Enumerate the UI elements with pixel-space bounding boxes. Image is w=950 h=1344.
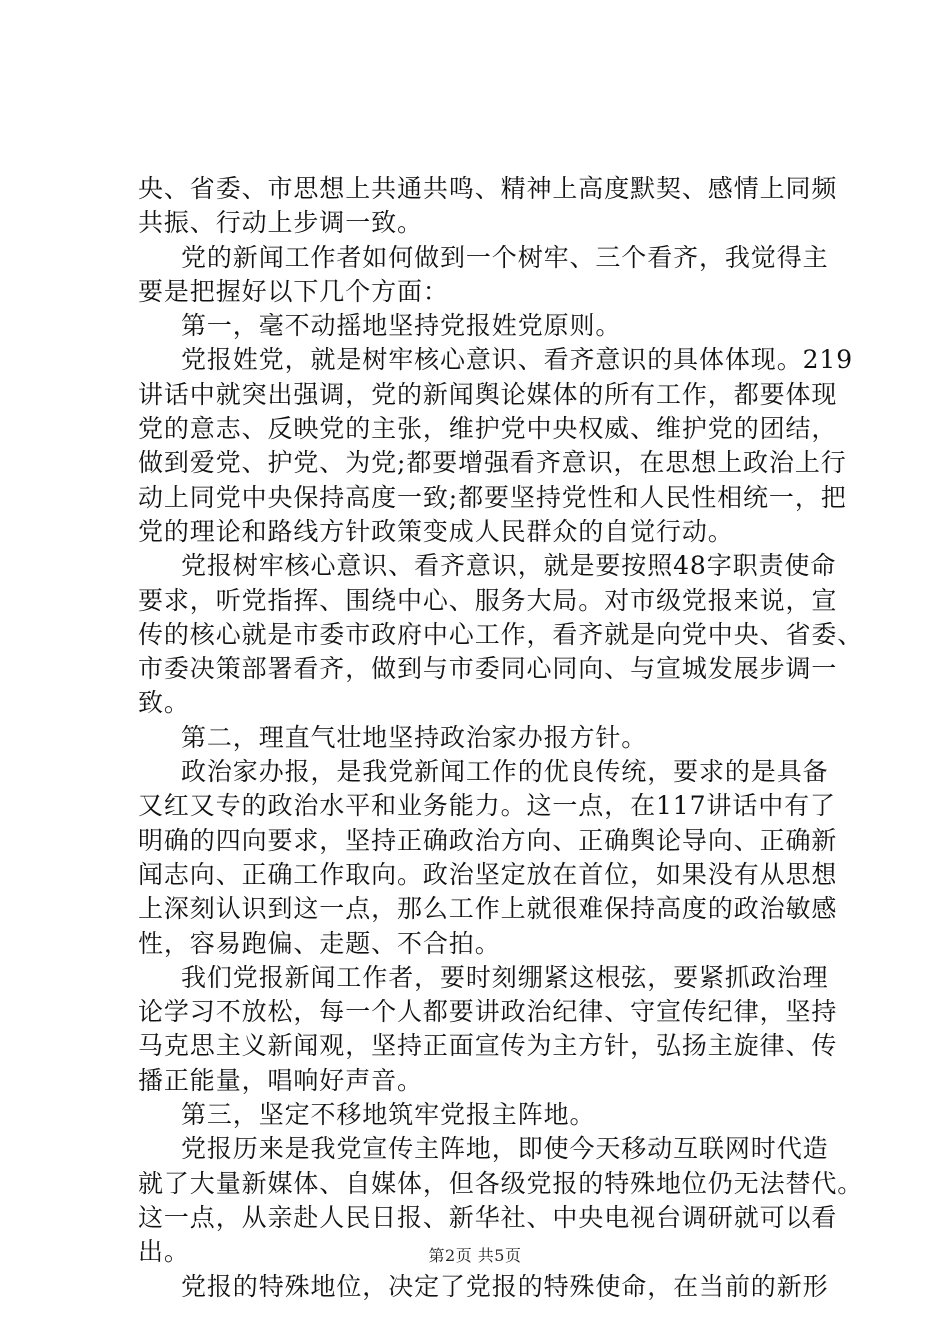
paragraph-start: 党的新闻工作者如何做到一个树牢、三个看齐，我觉得主: [181, 242, 829, 272]
paragraph-start: 党报的特殊地位，决定了党报的特殊使命，在当前的新形: [181, 1271, 829, 1301]
paragraph-start: 党报树牢核心意识、看齐意识，就是要按照48字职责使命: [181, 551, 837, 581]
section-heading-2: 第二，理直气壮地坚持政治家办报方针。: [181, 722, 648, 752]
text-line: 要求，听党指挥、围绕中心、服务大局。对市级党报来说，宣: [138, 585, 838, 615]
text-line: 党的理论和路线方针政策变成人民群众的自觉行动。: [138, 516, 734, 546]
text-line: 马克思主义新闻观，坚持正面宣传为主方针，弘扬主旋律、传: [138, 1031, 838, 1061]
text-line: 性，容易跑偏、走题、不合拍。: [138, 928, 501, 958]
text-line: 动上同党中央保持高度一致;都要坚持党性和人民性相统一，把: [138, 482, 847, 512]
page-footer: 第2页 共5页: [428, 1246, 522, 1265]
section-heading-3: 第三，坚定不移地筑牢党报主阵地。: [181, 1100, 596, 1130]
text-line: 就了大量新媒体、自媒体，但各级党报的特殊地位仍无法替代。: [138, 1168, 864, 1198]
text-line: 论学习不放松，每一个人都要讲政治纪律、守宣传纪律，坚持: [138, 997, 838, 1027]
text-line: 传的核心就是市委市政府中心工作，看齐就是向党中央、省委、: [138, 619, 864, 649]
section-heading-1: 第一，毫不动摇地坚持党报姓党原则。: [181, 311, 622, 341]
text-line: 出。: [138, 1237, 190, 1267]
text-line: 闻志向、正确工作取向。政治坚定放在首位，如果没有从思想: [138, 859, 838, 889]
text-line: 播正能量，唱响好声音。: [138, 1065, 423, 1095]
text-line: 致。: [138, 688, 190, 718]
paragraph-start: 党报姓党，就是树牢核心意识、看齐意识的具体体现。219: [181, 345, 854, 375]
text-line: 上深刻认识到这一点，那么工作上就很难保持高度的政治敏感: [138, 894, 838, 924]
text-line: 明确的四向要求，坚持正确政治方向、正确舆论导向、正确新: [138, 825, 838, 855]
paragraph-start: 政治家办报，是我党新闻工作的优良传统，要求的是具备: [181, 757, 829, 787]
text-line: 做到爱党、护党、为党;都要增强看齐意识，在思想上政治上行: [138, 448, 847, 478]
text-line: 党的意志、反映党的主张，维护党中央权威、维护党的团结，: [138, 414, 838, 444]
text-line: 讲话中就突出强调，党的新闻舆论媒体的所有工作，都要体现: [138, 379, 838, 409]
text-line: 又红又专的政治水平和业务能力。这一点，在117讲话中有了: [138, 791, 836, 821]
text-line: 这一点，从亲赴人民日报、新华社、中央电视台调研就可以看: [138, 1202, 838, 1232]
body-text: [138, 172, 864, 1304]
text-line: 要是把握好以下几个方面：: [138, 276, 449, 306]
text-line: 市委决策部署看齐，做到与市委同心同向、与宣城发展步调一: [138, 654, 838, 684]
paragraph-start: 党报历来是我党宣传主阵地，即使今天移动互联网时代造: [181, 1134, 829, 1164]
paragraph-start: 我们党报新闻工作者，要时刻绷紧这根弦，要紧抓政治理: [181, 962, 829, 992]
text-line: 央、省委、市思想上共通共鸣、精神上高度默契、感情上同频: [138, 174, 838, 203]
text-line: 共振、行动上步调一致。: [138, 208, 423, 238]
